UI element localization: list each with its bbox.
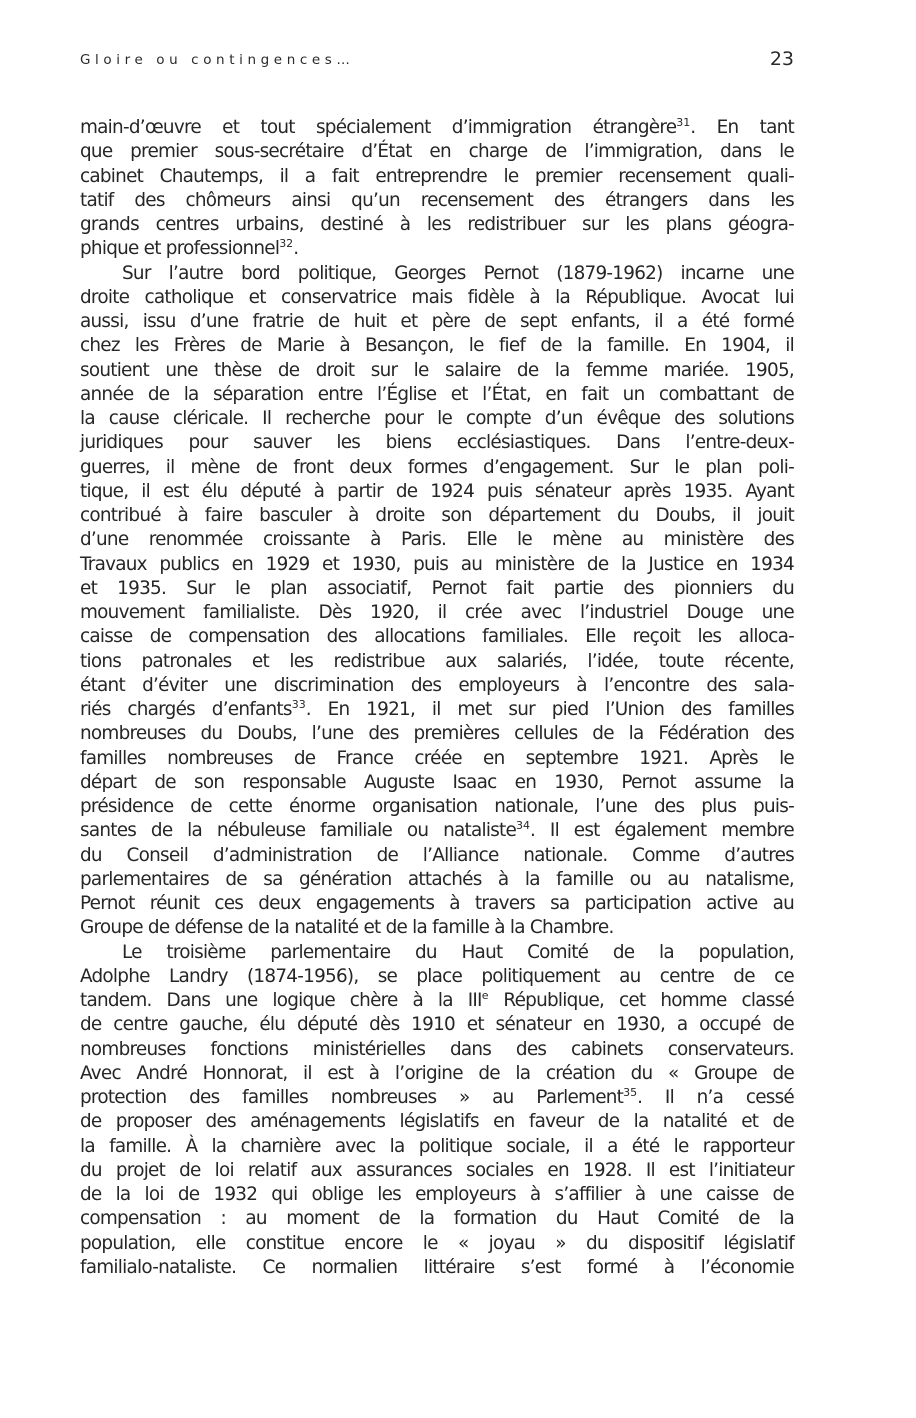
text-line bbox=[80, 892, 794, 916]
text-line bbox=[80, 747, 794, 771]
text-line bbox=[80, 989, 794, 1013]
line-text: cabinet Chautemps, il a fait entreprendre le premier recensement quali- bbox=[80, 165, 794, 187]
line-text: caisse de compensation des allocations familiales. Elle reçoit les alloca- bbox=[80, 626, 794, 648]
line-text: droite catholique et conservatrice mais fidèle à la République. Avocat lui bbox=[80, 286, 794, 308]
text-line bbox=[80, 237, 794, 261]
line-text: Sur l’autre bord politique, Georges Pernot (1879-1962) incarne une bbox=[122, 262, 794, 284]
line-text: population, elle constitue encore le « joyau » du dispositif législatif bbox=[80, 1232, 794, 1254]
line-text: Le troisième parlementaire du Haut Comité de la population, bbox=[122, 941, 794, 963]
line-text: de centre gauche, élu député dès 1910 et sénateur en 1930, a occupé de bbox=[80, 1014, 794, 1036]
line-text: chez les Frères de Marie à Besançon, le fief de la famille. En 1904, il bbox=[80, 335, 794, 357]
footnote-reference[interactable]: 33 bbox=[291, 698, 306, 711]
footnote-reference[interactable]: 31 bbox=[676, 116, 691, 129]
line-text: phique et professionnel bbox=[80, 238, 280, 260]
text-line bbox=[80, 456, 794, 480]
line-text-continued: République, cet homme classé bbox=[488, 990, 794, 1011]
text-line bbox=[80, 528, 794, 552]
text-line bbox=[80, 504, 794, 528]
text-line bbox=[80, 916, 794, 940]
line-text: de proposer des aménagements législatifs en faveur de la natalité et de bbox=[80, 1111, 794, 1133]
line-text: juridiques pour sauver les biens ecclésiastiques. Dans l’entre-deux- bbox=[80, 432, 794, 454]
paragraph bbox=[80, 116, 794, 262]
line-text: riés chargés d’enfants bbox=[80, 699, 292, 720]
text-line bbox=[80, 1232, 794, 1256]
text-line bbox=[80, 1013, 794, 1037]
text-line bbox=[80, 480, 794, 504]
line-text: tatif des chômeurs ainsi qu’un recensement des étrangers dans les bbox=[80, 189, 794, 211]
text-line bbox=[80, 941, 794, 965]
text-line bbox=[80, 698, 794, 722]
text-line bbox=[80, 189, 794, 213]
line-text: année de la séparation entre l’Église et l’État, en fait un combattant de bbox=[80, 383, 794, 405]
text-line bbox=[80, 1110, 794, 1134]
line-text: la famille. À la charnière avec la politique sociale, il a été le rapporteur bbox=[80, 1135, 794, 1157]
line-text: tique, il est élu député à partir de 1924 puis sénateur après 1935. Ayant bbox=[80, 480, 794, 502]
line-text: guerres, il mène de front deux formes d’engagement. Sur le plan poli- bbox=[80, 456, 794, 478]
line-text: mouvement familialiste. Dès 1920, il crée avec l’industriel Douge une bbox=[80, 602, 794, 623]
paragraph bbox=[80, 941, 794, 1281]
text-line bbox=[80, 310, 794, 334]
line-text: santes de la nébuleuse familiale ou nataliste bbox=[80, 820, 517, 842]
text-line bbox=[80, 625, 794, 649]
text-line bbox=[80, 1183, 794, 1207]
line-text: tions patronales et les redistribue aux salariés, l’idée, toute récente, bbox=[80, 650, 794, 672]
line-text-continued: . En tant bbox=[690, 117, 794, 138]
footnote-reference[interactable]: 35 bbox=[623, 1086, 638, 1099]
text-line bbox=[80, 334, 794, 358]
text-line bbox=[80, 1159, 794, 1183]
line-text: contribué à faire basculer à droite son département du Doubs, il jouit bbox=[80, 505, 794, 526]
line-text-continued: . Il n’a cessé bbox=[637, 1087, 794, 1108]
line-text-continued: . En 1921, il met sur pied l’Union des familles bbox=[305, 699, 794, 720]
line-text: aussi, issu d’une fratrie de huit et père de sept enfants, il a été formé bbox=[80, 311, 794, 332]
line-text: et 1935. Sur le plan associatif, Pernot fait partie des pionniers du bbox=[80, 577, 794, 599]
text-line bbox=[80, 577, 794, 601]
text-line bbox=[80, 844, 794, 868]
text-line bbox=[80, 965, 794, 989]
text-line bbox=[80, 674, 794, 698]
text-line bbox=[80, 553, 794, 577]
page-number: 23 bbox=[769, 48, 794, 70]
line-text: Adolphe Landry (1874-1956), se place politiquement au centre de ce bbox=[80, 965, 794, 987]
text-line bbox=[80, 383, 794, 407]
line-text-continued: . Il est également membre bbox=[530, 820, 794, 842]
line-text: soutient une thèse de droit sur le salaire de la femme mariée. 1905, bbox=[80, 359, 794, 381]
text-line bbox=[80, 1256, 794, 1280]
line-text: compensation : au moment de la formation du Haut Comité de la bbox=[80, 1208, 794, 1230]
text-line bbox=[80, 165, 794, 189]
line-text-continued: . bbox=[293, 238, 299, 260]
line-text: tandem. Dans une logique chère à la III bbox=[80, 990, 482, 1011]
line-text: Avec André Honnorat, il est à l’origine de la création du « Groupe de bbox=[80, 1062, 794, 1084]
text-line bbox=[80, 1062, 794, 1086]
text-line bbox=[80, 795, 794, 819]
text-line bbox=[80, 262, 794, 286]
text-line bbox=[80, 771, 794, 795]
text-line bbox=[80, 722, 794, 746]
line-text: du projet de loi relatif aux assurances sociales en 1928. Il est l’initiateur bbox=[80, 1159, 794, 1181]
line-text: que premier sous-secrétaire d’État en charge de l’immigration, dans le bbox=[80, 141, 794, 163]
line-text: la cause cléricale. Il recherche pour le compte d’un évêque des solutions bbox=[80, 408, 794, 429]
line-text: présidence de cette énorme organisation nationale, l’une des plus puis- bbox=[80, 796, 794, 817]
text-line bbox=[80, 1086, 794, 1110]
line-text: départ de son responsable Auguste Isaac en 1930, Pernot assume la bbox=[80, 771, 794, 793]
body-text bbox=[80, 116, 794, 1280]
footnote-reference[interactable]: 32 bbox=[279, 237, 294, 251]
line-text: familialo-nataliste. Ce normalien littéraire s’est formé à l’économie bbox=[80, 1256, 794, 1278]
text-line bbox=[80, 868, 794, 892]
text-line bbox=[80, 407, 794, 431]
text-line bbox=[80, 359, 794, 383]
line-text: grands centres urbains, destiné à les redistribuer sur les plans géogra- bbox=[80, 214, 794, 235]
text-line bbox=[80, 140, 794, 164]
footnote-reference[interactable]: 34 bbox=[516, 819, 531, 833]
text-line bbox=[80, 601, 794, 625]
ordinal-superscript: e bbox=[481, 989, 489, 1002]
line-text: Travaux publics en 1929 et 1930, puis au ministère de la Justice en 1934 bbox=[80, 553, 794, 575]
text-line bbox=[80, 286, 794, 310]
text-line bbox=[80, 116, 794, 140]
text-line bbox=[80, 1038, 794, 1062]
line-text: de la loi de 1932 qui oblige les employeurs à s’affilier à une caisse de bbox=[80, 1184, 794, 1205]
paragraph bbox=[80, 262, 794, 941]
text-line bbox=[80, 213, 794, 237]
running-header-title: Gloire ou contingences… bbox=[80, 52, 355, 68]
line-text: nombreuses du Doubs, l’une des premières cellules de la Fédération des bbox=[80, 723, 794, 745]
line-text: étant d’éviter une discrimination des employeurs à l’encontre des sala- bbox=[80, 674, 794, 696]
line-text: main-d’œuvre et tout spécialement d’immigration étrangère bbox=[80, 117, 677, 138]
text-line bbox=[80, 650, 794, 674]
text-line bbox=[80, 819, 794, 843]
line-text: Groupe de défense de la natalité et de la famille à la Chambre. bbox=[80, 917, 614, 939]
text-line bbox=[80, 1207, 794, 1231]
line-text: d’une renommée croissante à Paris. Elle le mène au ministère des bbox=[80, 529, 794, 551]
text-line bbox=[80, 1135, 794, 1159]
line-text: protection des familles nombreuses » au Parlement bbox=[80, 1087, 624, 1108]
line-text: parlementaires de sa génération attachés à la famille ou au natalisme, bbox=[80, 868, 794, 890]
line-text: nombreuses fonctions ministérielles dans des cabinets conservateurs. bbox=[80, 1038, 794, 1060]
line-text: du Conseil d’administration de l’Alliance nationale. Comme d’autres bbox=[80, 844, 794, 866]
line-text: familles nombreuses de France créée en septembre 1921. Après le bbox=[80, 747, 794, 769]
text-line bbox=[80, 431, 794, 455]
line-text: Pernot réunit ces deux engagements à travers sa participation active au bbox=[80, 893, 794, 914]
